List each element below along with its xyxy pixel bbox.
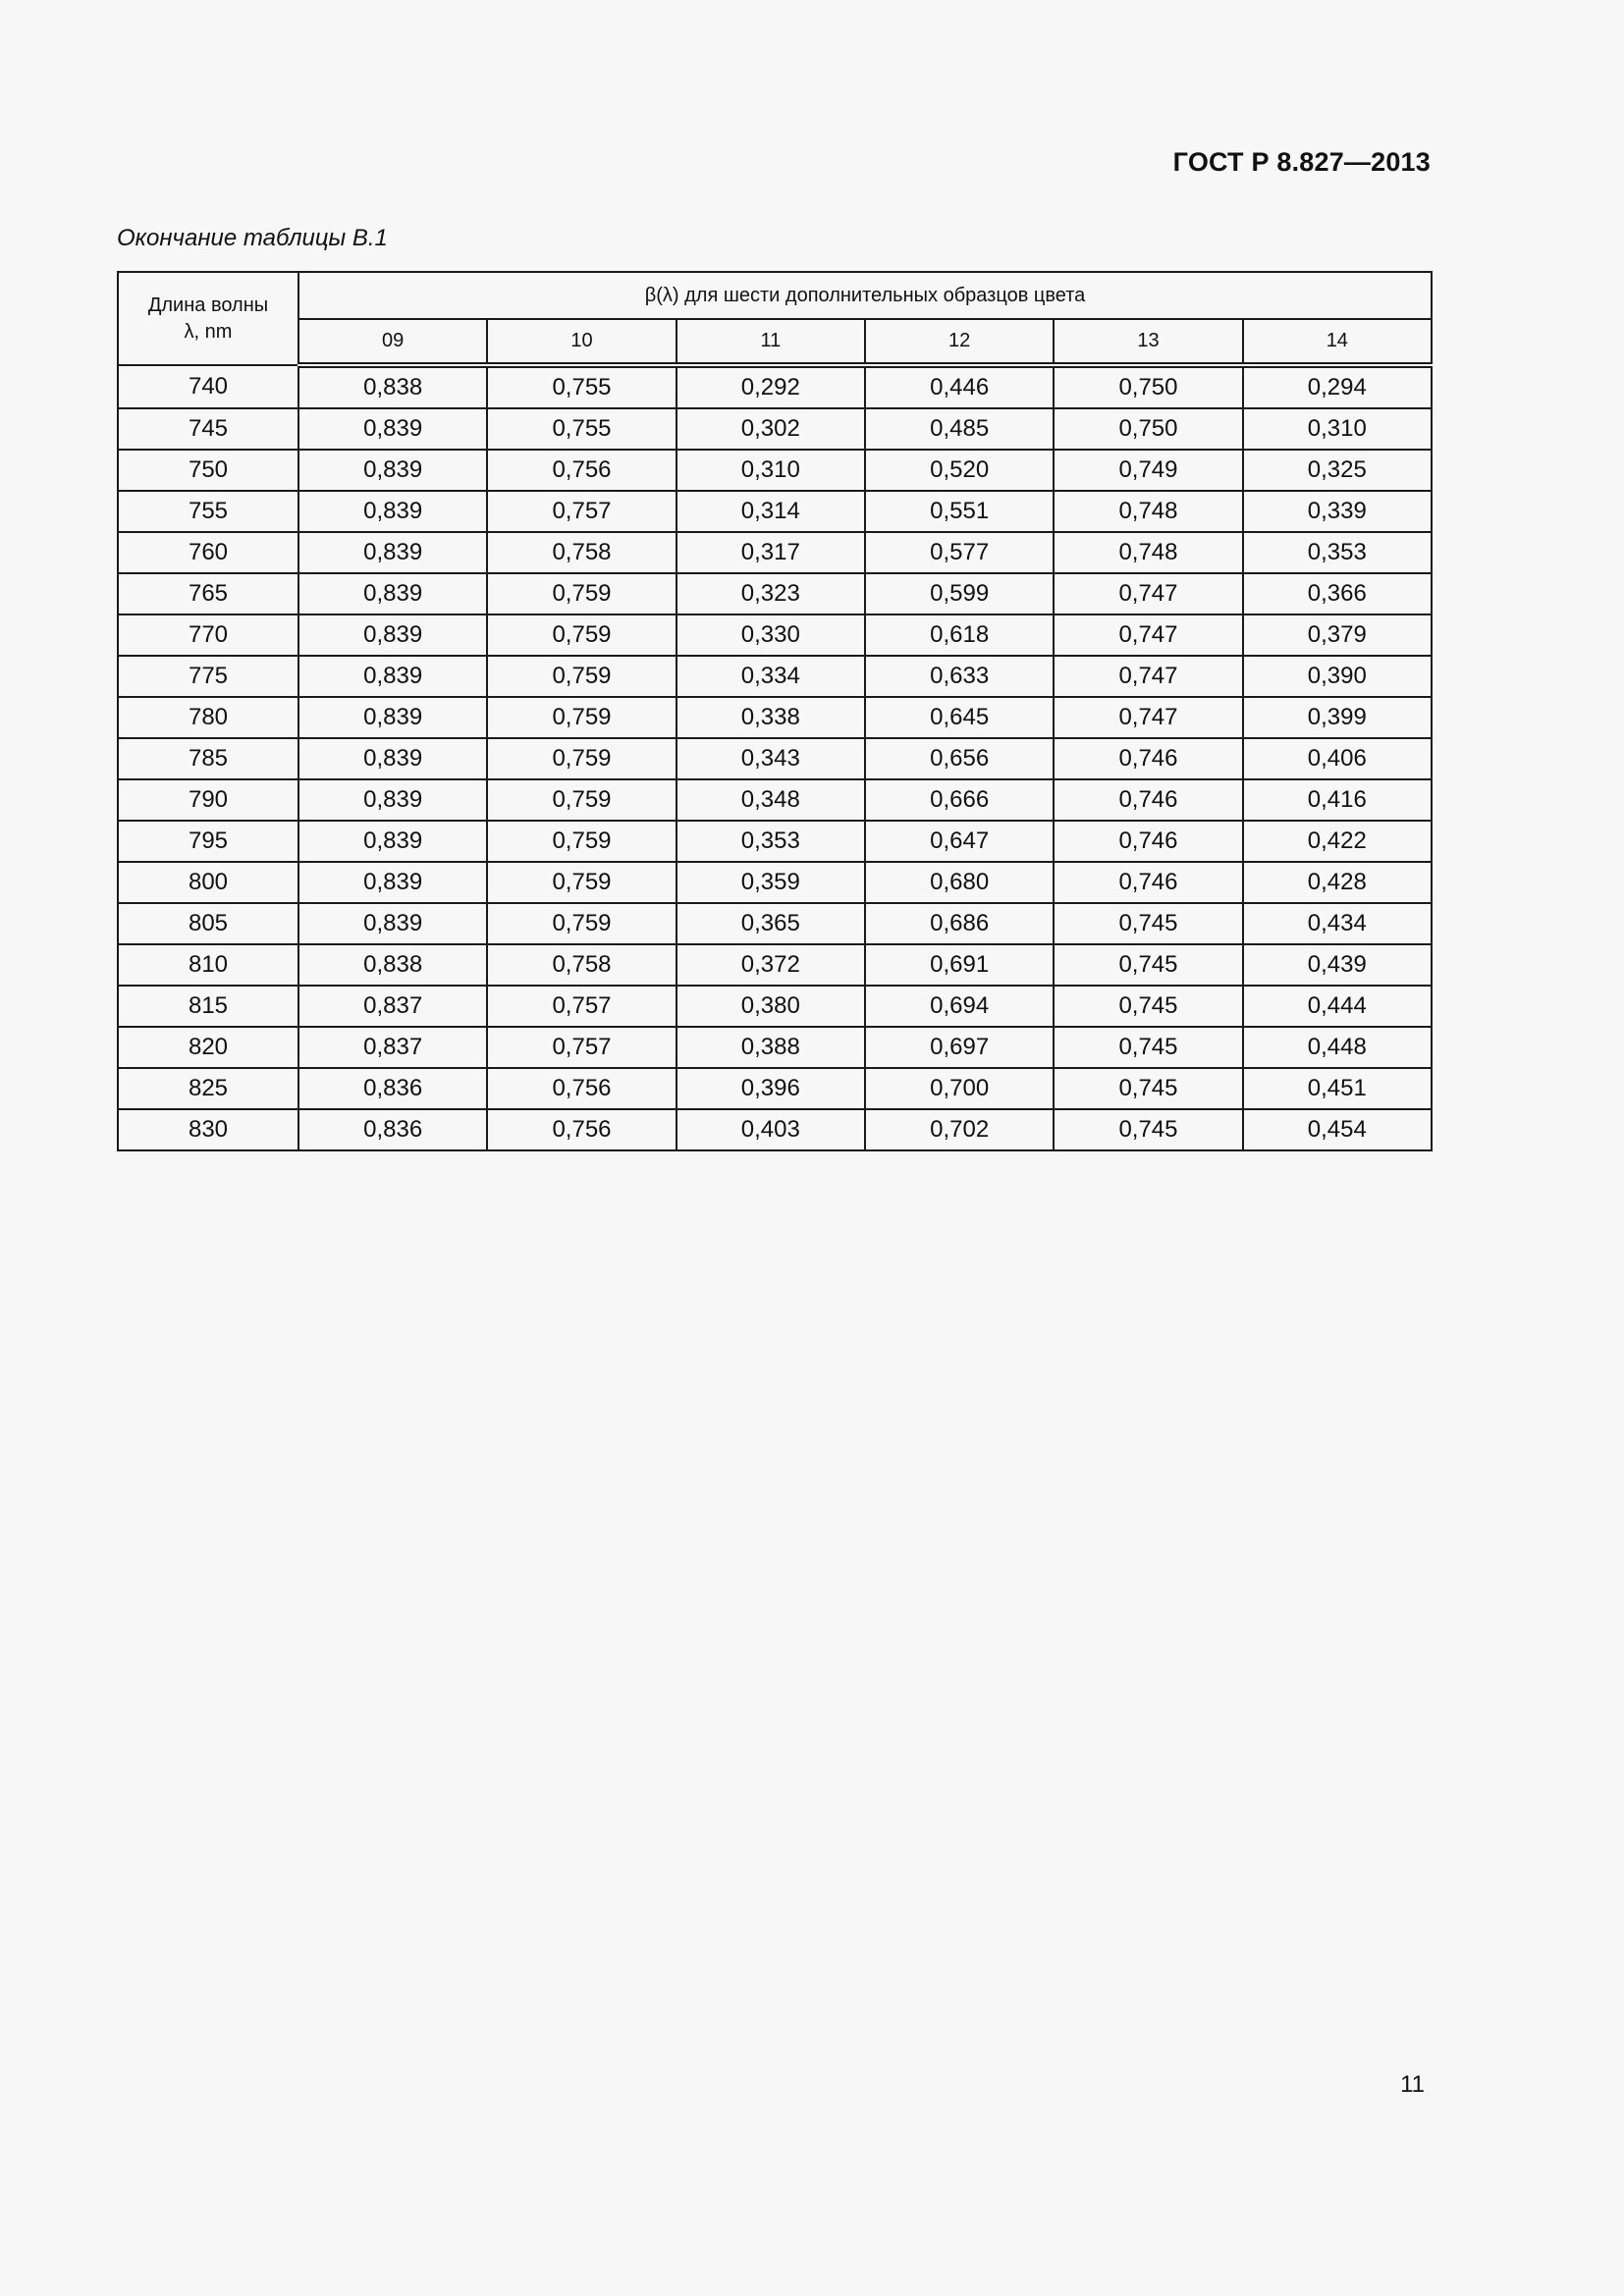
value-cell: 0,839 [298, 573, 487, 614]
value-cell: 0,694 [865, 986, 1054, 1027]
wavelength-cell: 800 [118, 862, 298, 903]
value-cell: 0,599 [865, 573, 1054, 614]
value-cell: 0,343 [677, 738, 865, 779]
column-header: 13 [1054, 319, 1242, 365]
table-caption: Окончание таблицы В.1 [117, 225, 388, 251]
wavelength-cell: 760 [118, 532, 298, 573]
wavelength-cell: 830 [118, 1109, 298, 1150]
value-cell: 0,314 [677, 491, 865, 532]
value-cell: 0,422 [1243, 821, 1432, 862]
value-cell: 0,758 [487, 532, 676, 573]
table-row [118, 1109, 1432, 1150]
value-cell: 0,444 [1243, 986, 1432, 1027]
wavelength-cell: 820 [118, 1027, 298, 1068]
value-cell: 0,839 [298, 408, 487, 450]
wavelength-cell: 765 [118, 573, 298, 614]
column-header: 11 [677, 319, 865, 365]
value-cell: 0,388 [677, 1027, 865, 1068]
value-cell: 0,759 [487, 862, 676, 903]
value-cell: 0,745 [1054, 1109, 1242, 1150]
value-cell: 0,746 [1054, 779, 1242, 821]
table-row [118, 944, 1432, 986]
value-cell: 0,406 [1243, 738, 1432, 779]
table-row [118, 697, 1432, 738]
value-cell: 0,756 [487, 1109, 676, 1150]
value-cell: 0,656 [865, 738, 1054, 779]
value-cell: 0,325 [1243, 450, 1432, 491]
value-cell: 0,839 [298, 697, 487, 738]
wavelength-cell: 785 [118, 738, 298, 779]
value-cell: 0,745 [1054, 1068, 1242, 1109]
value-cell: 0,839 [298, 821, 487, 862]
value-cell: 0,839 [298, 779, 487, 821]
wavelength-header-line2: λ, nm [184, 320, 233, 343]
table-row [118, 614, 1432, 656]
value-cell: 0,757 [487, 491, 676, 532]
value-cell: 0,520 [865, 450, 1054, 491]
value-cell: 0,837 [298, 1027, 487, 1068]
table-body [118, 365, 1432, 1150]
group-header: β(λ) для шести дополнительных образцов цвета [298, 272, 1432, 319]
value-cell: 0,746 [1054, 821, 1242, 862]
value-cell: 0,330 [677, 614, 865, 656]
value-cell: 0,755 [487, 408, 676, 450]
wavelength-cell: 755 [118, 491, 298, 532]
value-cell: 0,666 [865, 779, 1054, 821]
table-row [118, 450, 1432, 491]
value-cell: 0,759 [487, 697, 676, 738]
table-row [118, 491, 1432, 532]
table-row [118, 862, 1432, 903]
value-cell: 0,294 [1243, 365, 1432, 408]
value-cell: 0,372 [677, 944, 865, 986]
wavelength-header [118, 272, 298, 365]
value-cell: 0,302 [677, 408, 865, 450]
wavelength-cell: 790 [118, 779, 298, 821]
value-cell: 0,745 [1054, 903, 1242, 944]
value-cell: 0,403 [677, 1109, 865, 1150]
value-cell: 0,396 [677, 1068, 865, 1109]
value-cell: 0,759 [487, 903, 676, 944]
page-number: 11 [1400, 2071, 1425, 2098]
value-cell: 0,839 [298, 450, 487, 491]
value-cell: 0,836 [298, 1068, 487, 1109]
value-cell: 0,434 [1243, 903, 1432, 944]
value-cell: 0,749 [1054, 450, 1242, 491]
table-row [118, 573, 1432, 614]
table-row [118, 408, 1432, 450]
value-cell: 0,756 [487, 1068, 676, 1109]
value-cell: 0,702 [865, 1109, 1054, 1150]
value-cell: 0,839 [298, 614, 487, 656]
wavelength-cell: 795 [118, 821, 298, 862]
column-header: 09 [298, 319, 487, 365]
value-cell: 0,837 [298, 986, 487, 1027]
table-row [118, 779, 1432, 821]
value-cell: 0,839 [298, 532, 487, 573]
value-cell: 0,366 [1243, 573, 1432, 614]
value-cell: 0,365 [677, 903, 865, 944]
value-cell: 0,758 [487, 944, 676, 986]
table-row [118, 903, 1432, 944]
value-cell: 0,439 [1243, 944, 1432, 986]
wavelength-cell: 810 [118, 944, 298, 986]
value-cell: 0,745 [1054, 1027, 1242, 1068]
table-row [118, 738, 1432, 779]
value-cell: 0,359 [677, 862, 865, 903]
value-cell: 0,755 [487, 365, 676, 408]
value-cell: 0,838 [298, 944, 487, 986]
wavelength-cell: 740 [118, 365, 298, 408]
wavelength-header-line1: Длина волны [147, 294, 269, 316]
value-cell: 0,485 [865, 408, 1054, 450]
value-cell: 0,747 [1054, 697, 1242, 738]
table-row [118, 532, 1432, 573]
wavelength-cell: 815 [118, 986, 298, 1027]
value-cell: 0,399 [1243, 697, 1432, 738]
value-cell: 0,353 [677, 821, 865, 862]
value-cell: 0,454 [1243, 1109, 1432, 1150]
value-cell: 0,446 [865, 365, 1054, 408]
value-cell: 0,451 [1243, 1068, 1432, 1109]
value-cell: 0,551 [865, 491, 1054, 532]
value-cell: 0,353 [1243, 532, 1432, 573]
value-cell: 0,680 [865, 862, 1054, 903]
value-cell: 0,380 [677, 986, 865, 1027]
value-cell: 0,310 [1243, 408, 1432, 450]
value-cell: 0,759 [487, 821, 676, 862]
value-cell: 0,839 [298, 656, 487, 697]
value-cell: 0,700 [865, 1068, 1054, 1109]
column-header: 14 [1243, 319, 1432, 365]
wavelength-cell: 770 [118, 614, 298, 656]
wavelength-cell: 750 [118, 450, 298, 491]
table-row [118, 1068, 1432, 1109]
value-cell: 0,756 [487, 450, 676, 491]
document-number: ГОСТ Р 8.827—2013 [1172, 147, 1431, 177]
value-cell: 0,416 [1243, 779, 1432, 821]
wavelength-cell: 805 [118, 903, 298, 944]
value-cell: 0,379 [1243, 614, 1432, 656]
value-cell: 0,838 [298, 365, 487, 408]
value-cell: 0,292 [677, 365, 865, 408]
column-header: 10 [487, 319, 676, 365]
value-cell: 0,747 [1054, 656, 1242, 697]
wavelength-cell: 780 [118, 697, 298, 738]
value-cell: 0,757 [487, 986, 676, 1027]
value-cell: 0,759 [487, 779, 676, 821]
value-cell: 0,697 [865, 1027, 1054, 1068]
table-row [118, 1027, 1432, 1068]
value-cell: 0,759 [487, 573, 676, 614]
wavelength-cell: 825 [118, 1068, 298, 1109]
value-cell: 0,836 [298, 1109, 487, 1150]
value-cell: 0,839 [298, 903, 487, 944]
value-cell: 0,645 [865, 697, 1054, 738]
value-cell: 0,633 [865, 656, 1054, 697]
table-row [118, 821, 1432, 862]
value-cell: 0,428 [1243, 862, 1432, 903]
value-cell: 0,759 [487, 738, 676, 779]
wavelength-cell: 745 [118, 408, 298, 450]
column-header: 12 [865, 319, 1054, 365]
value-cell: 0,334 [677, 656, 865, 697]
value-cell: 0,750 [1054, 365, 1242, 408]
value-cell: 0,746 [1054, 862, 1242, 903]
value-cell: 0,448 [1243, 1027, 1432, 1068]
table-row [118, 365, 1432, 408]
value-cell: 0,746 [1054, 738, 1242, 779]
column-header-row [118, 319, 1432, 365]
table-header [118, 272, 1432, 365]
value-cell: 0,686 [865, 903, 1054, 944]
value-cell: 0,750 [1054, 408, 1242, 450]
value-cell: 0,618 [865, 614, 1054, 656]
value-cell: 0,759 [487, 656, 676, 697]
value-cell: 0,310 [677, 450, 865, 491]
value-cell: 0,747 [1054, 573, 1242, 614]
value-cell: 0,745 [1054, 944, 1242, 986]
value-cell: 0,348 [677, 779, 865, 821]
value-cell: 0,691 [865, 944, 1054, 986]
value-cell: 0,390 [1243, 656, 1432, 697]
value-cell: 0,759 [487, 614, 676, 656]
value-cell: 0,338 [677, 697, 865, 738]
value-cell: 0,577 [865, 532, 1054, 573]
value-cell: 0,317 [677, 532, 865, 573]
value-cell: 0,747 [1054, 614, 1242, 656]
spectral-data-table [117, 271, 1433, 1151]
value-cell: 0,647 [865, 821, 1054, 862]
table-row [118, 986, 1432, 1027]
value-cell: 0,839 [298, 862, 487, 903]
value-cell: 0,748 [1054, 491, 1242, 532]
value-cell: 0,839 [298, 738, 487, 779]
wavelength-cell: 775 [118, 656, 298, 697]
value-cell: 0,745 [1054, 986, 1242, 1027]
value-cell: 0,839 [298, 491, 487, 532]
value-cell: 0,323 [677, 573, 865, 614]
table-row [118, 656, 1432, 697]
value-cell: 0,339 [1243, 491, 1432, 532]
value-cell: 0,748 [1054, 532, 1242, 573]
value-cell: 0,757 [487, 1027, 676, 1068]
